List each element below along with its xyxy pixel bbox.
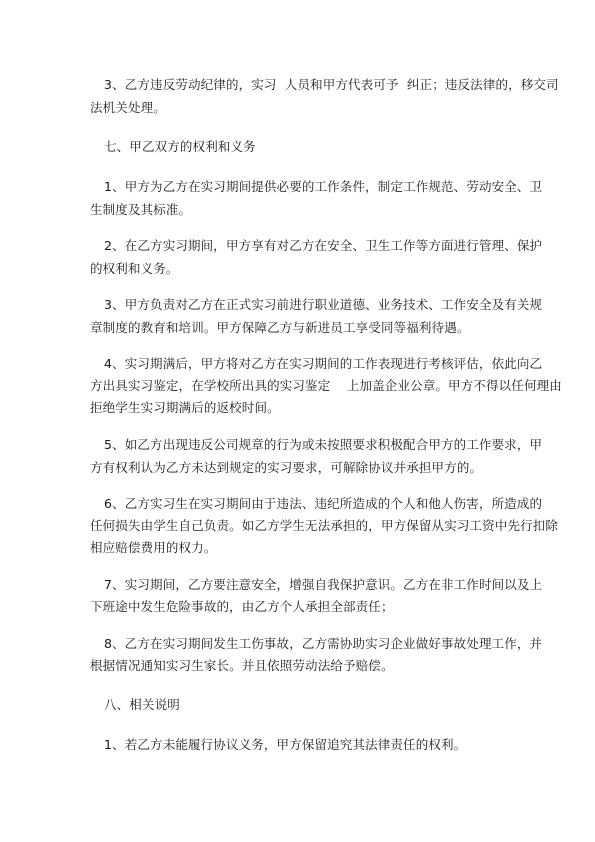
text-line: 的权利和义务。 — [90, 261, 179, 276]
text-line: 方有权利认为乙方未达到规定的实习要求，可解除协议并承担甲方的。 — [90, 460, 483, 475]
text-line: 7、实习期间，乙方要注意安全，增强自我保护意识。乙方在非工作时间以及上 — [104, 577, 543, 592]
text-line: 相应赔偿费用的权力。 — [90, 540, 217, 555]
text-line: 章制度的教育和培训。甲方保障乙方与新进员工享受同等福利待遇。 — [90, 320, 470, 335]
text-line: 生制度及其标准。 — [90, 202, 192, 217]
text-line: 1、若乙方未能履行协议义务，甲方保留追究其法律责任的权利。 — [104, 737, 467, 752]
text-line: 1、甲方为乙方在实习期间提供必要的工作条件，制定工作规范、劳动安全、卫 — [104, 179, 543, 194]
text-line: 根据情况通知实习生家长。并且依照劳动法给予赔偿。 — [90, 658, 394, 673]
text-line: 4、实习期满后，甲方将对乙方在实习期间的工作表现进行考核评估，依此向乙 — [104, 356, 543, 371]
text-line: 拒绝学生实习期满后的返校时间。 — [90, 400, 280, 415]
text-line: 8、乙方在实习期间发生工伤事故，乙方需协助实习企业做好事故处理工作，并 — [104, 636, 543, 651]
text-line: 2、在乙方实习期间，甲方享有对乙方在安全、卫生工作等方面进行管理、保护 — [104, 238, 543, 253]
text-line: 3、甲方负责对乙方在正式实习前进行职业道德、业务技术、工作安全及有关规 — [104, 297, 543, 312]
text-line: 5、如乙方出现违反公司规章的行为或未按照要求积极配合甲方的工作要求，甲 — [104, 437, 543, 452]
text-line: 下班途中发生危险事故的，由乙方个人承担全部责任； — [90, 599, 394, 614]
text-line: 法机关处理。 — [90, 100, 166, 115]
text-line: 方出具实习鉴定，在学校所出具的实习鉴定 上加盖企业公章。甲方不得以任何理由 — [90, 378, 562, 393]
section-heading-7: 七、甲乙双方的权利和义务 — [104, 139, 256, 154]
section-heading-8: 八、相关说明 — [104, 697, 180, 712]
text-line: 任何损失由学生自己负责。如乙方学生无法承担的，甲方保留从实习工资中先行扣除 — [90, 518, 559, 533]
text-line: 3、乙方违反劳动纪律的，实习 人员和甲方代表可予 纠正；违反法律的，移交司 — [104, 77, 559, 92]
text-line: 6、乙方实习生在实习期间由于违法、违纪所造成的个人和他人伤害，所造成的 — [104, 496, 543, 511]
